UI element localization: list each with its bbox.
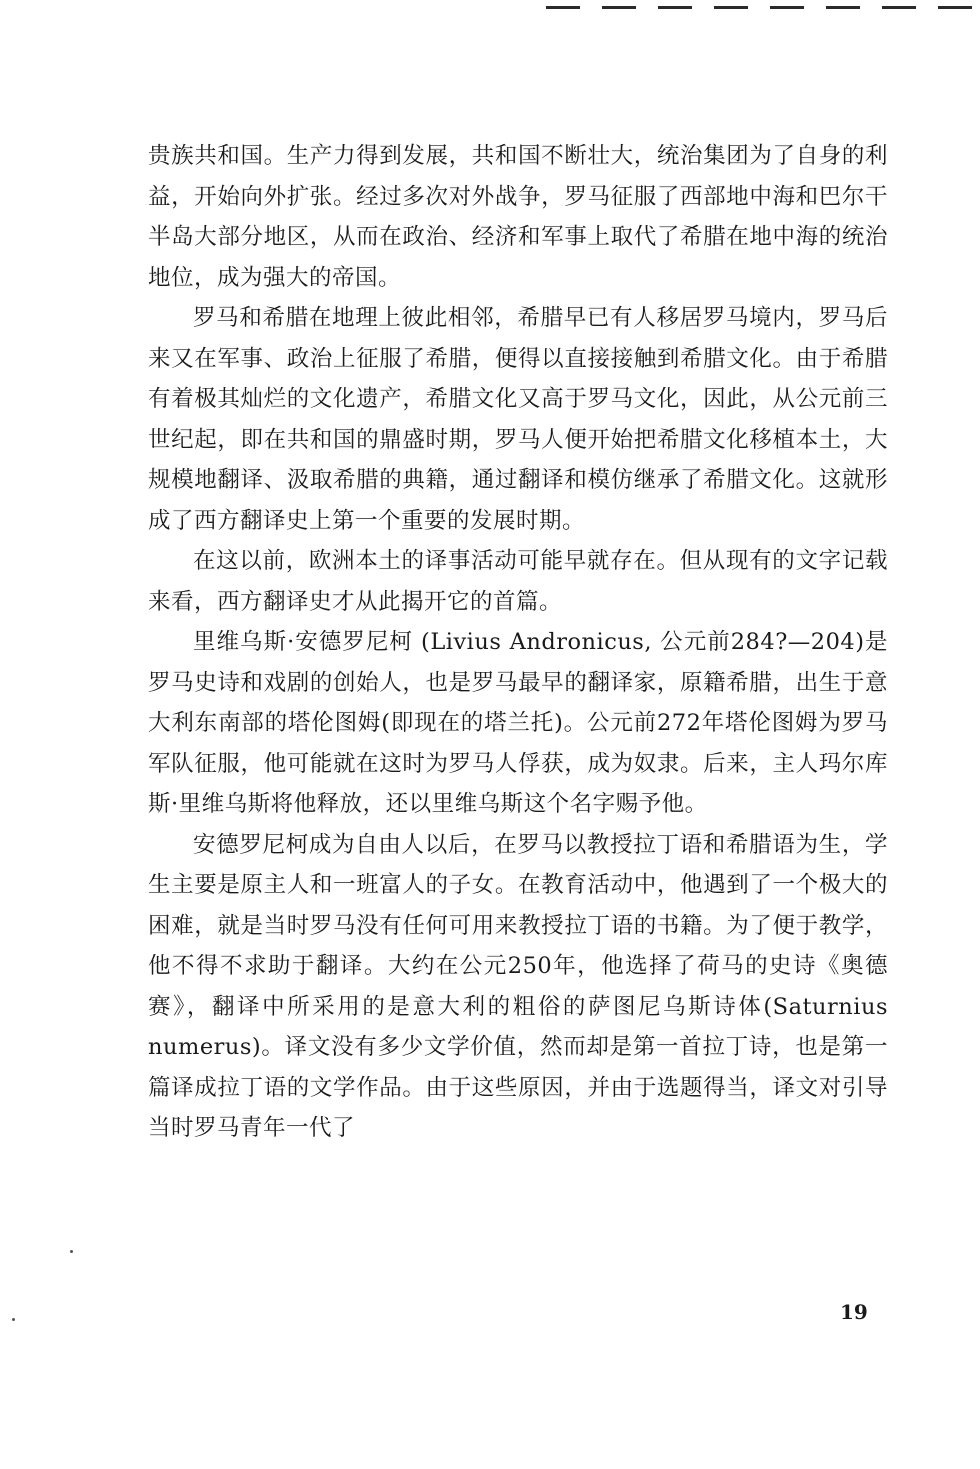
paragraph-2: 罗马和希腊在地理上彼此相邻，希腊早已有人移居罗马境内，罗马后来又在军事、政治上征服了希腊，便得以直接接触到希腊文化。由于希腊有着极其灿烂的文化遗产，希腊文化又高于罗马文化，因此，从公元前三世纪起，即在共和国的鼎盛时期，罗马人便开始把希腊文化移植本土，大规模地翻译、汲取希腊的典籍，通过翻译和模仿继承了希腊文化。这就形成了西方翻译史上第一个重要的发展时期。 xyxy=(148,305,888,534)
paragraph-4: 里维乌斯·安德罗尼柯 (Livius Andronicus, 公元前284?—204)是罗马史诗和戏剧的创始人，也是罗马最早的翻译家，原籍希腊，出生于意大利东南部的塔伦图姆(即现在的塔兰托)。公元前272年塔伦图姆为罗马军队征服，他可能就在这时为罗马人俘获，成为奴隶。后来，主人玛尔库斯·里维乌斯将他释放，还以里维乌斯这个名字赐予他。 xyxy=(148,629,888,817)
rule-dash xyxy=(546,6,580,9)
scan-speck xyxy=(70,1250,73,1253)
rule-dash xyxy=(938,6,972,9)
rule-dash xyxy=(826,6,860,9)
paragraph-1: 贵族共和国。生产力得到发展，共和国不断壮大，统治集团为了自身的利益，开始向外扩张。经过多次对外战争，罗马征服了西部地中海和巴尔干半岛大部分地区，从而在政治、经济和军事上取代了希腊在地中海的统治地位，成为强大的帝国。 xyxy=(148,143,888,291)
rule-dash xyxy=(770,6,804,9)
rule-dash xyxy=(658,6,692,9)
paragraph-5: 安德罗尼柯成为自由人以后，在罗马以教授拉丁语和希腊语为生，学生主要是原主人和一班富人的子女。在教育活动中，他遇到了一个极大的困难，就是当时罗马没有任何可用来教授拉丁语的书籍。为了便于教学，他不得不求助于翻译。大约在公元250年，他选择了荷马的史诗《奥德赛》，翻译中所采用的是意大利的粗俗的萨图尼乌斯诗体(Saturnius numerus)。译文没有多少文学价值，然而却是第一首拉丁诗，也是第一篇译成拉丁语的文学作品。由于这些原因，并由于选题得当，译文对引导当时罗马青年一代了 xyxy=(148,831,888,1141)
scan-speck xyxy=(12,1318,15,1321)
top-scan-rule xyxy=(520,0,980,18)
rule-dash xyxy=(882,6,916,9)
body-text xyxy=(148,136,888,1149)
page-number: 19 xyxy=(840,1300,868,1324)
rule-dash xyxy=(714,6,748,9)
rule-dash xyxy=(602,6,636,9)
paragraph-3: 在这以前，欧洲本土的译事活动可能早就存在。但从现有的文字记载来看，西方翻译史才从此揭开它的首篇。 xyxy=(148,548,888,615)
